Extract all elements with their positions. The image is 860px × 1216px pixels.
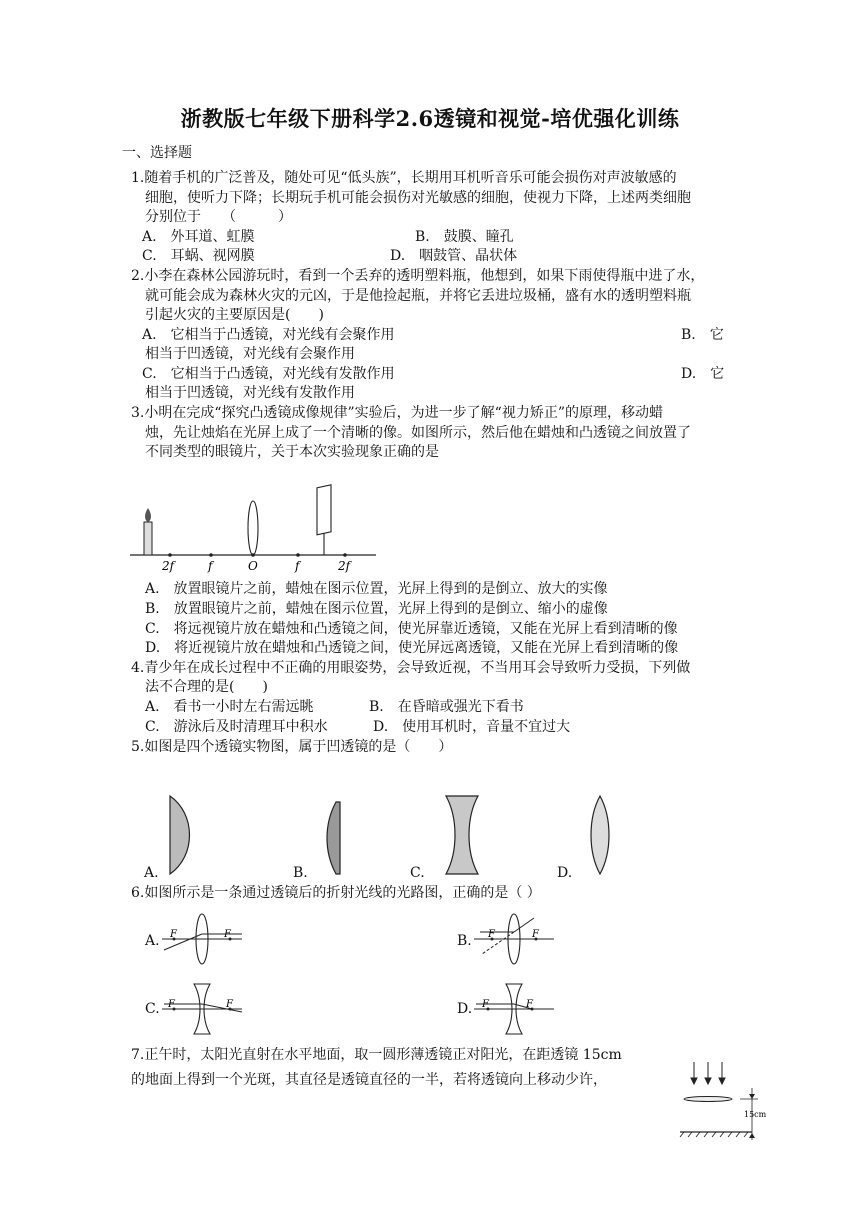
q6-a-focus-left: F [170, 929, 177, 940]
q1-option-b[interactable]: B. 鼓膜、瞳孔 [415, 229, 514, 245]
q2-stem-line-1: 2.小李在森林公园游玩时，看到一个丢弃的透明塑料瓶，他想到，如果下雨使得瓶中进了水， [131, 268, 705, 284]
q3-optics-bench-figure [128, 478, 378, 574]
q3-label-2f-left: 2f [162, 559, 175, 573]
q5-option-a[interactable]: A. [144, 865, 159, 881]
q4-stem-line-2: 法不合理的是( ) [145, 679, 268, 695]
q5-lens-b-icon [322, 800, 346, 876]
q6-b-focus-right: F [532, 929, 539, 940]
q5-option-b[interactable]: B. [293, 865, 308, 881]
q7-stem-line-2: 的地面上得到一个光斑，其直径是透镜直径的一半，若将透镜向上移动少许， [131, 1072, 607, 1088]
section-heading: 一、选择题 [122, 145, 192, 161]
q3-label-2f-right: 2f [338, 559, 351, 573]
q3-label-o: O [248, 559, 258, 573]
q1-option-c[interactable]: C. 耳蜗、视网膜 [142, 248, 255, 264]
q2-option-d-head[interactable]: D. 它 [681, 366, 725, 382]
q1-stem-line-3: 分别位于 （ ） [145, 209, 292, 225]
q3-option-c[interactable]: C. 将远视镜片放在蜡烛和凸透镜之间，使光屏靠近透镜，又能在光屏上看到清晰的像 [145, 621, 678, 637]
q7-sunlight-lens-figure [678, 1058, 770, 1144]
q3-stem-line-2: 烛，先让烛焰在光屏上成了一个清晰的像。如图所示，然后他在蜡烛和凸透镜之间放置了 [145, 425, 691, 441]
q4-option-d[interactable]: D. 使用耳机时，音量不宜过大 [373, 719, 571, 735]
page-title: 浙教版七年级下册科学2.6透镜和视觉-培优强化训练 [180, 106, 680, 131]
q6-option-b[interactable]: B. [457, 933, 472, 949]
q6-option-a[interactable]: A. [145, 933, 160, 949]
q7-lens-icon [684, 1097, 732, 1102]
q6-option-c[interactable]: C. [145, 1001, 160, 1017]
q4-option-b[interactable]: B. 在昏暗或强光下看书 [369, 699, 524, 715]
q3-label-f-left: f [208, 559, 213, 573]
q2-option-b-tail[interactable]: 相当于凹透镜，对光线有会聚作用 [145, 346, 355, 362]
q3-stem-line-1: 3.小明在完成“探究凸透镜成像规律”实验后，为进一步了解“视力矫正”的原理，移动蜡 [131, 405, 663, 421]
q1-stem-line-1: 1.随着手机的广泛普及，随处可见“低头族”，长期用耳机听音乐可能会损伤对声波敏感的 [131, 170, 677, 186]
q6-diagram-a [160, 912, 244, 966]
q1-option-a[interactable]: A. 外耳道、虹膜 [142, 229, 255, 245]
q1-option-d[interactable]: D. 咽鼓管、晶状体 [390, 248, 518, 264]
q3-screen-icon [317, 485, 331, 535]
q6-d-focus-left: F [482, 999, 489, 1010]
q5-lens-a-icon [162, 794, 202, 876]
q3-label-f-right: f [295, 559, 300, 573]
q2-option-c[interactable]: C. 它相当于凸透镜，对光线有发散作用 [142, 366, 395, 382]
q5-lens-c-icon [442, 794, 482, 876]
q6-stem: 6.如图所示是一条通过透镜后的折射光线的光路图，正确的是（ ） [131, 885, 541, 901]
q2-option-b-head[interactable]: B. 它 [681, 327, 724, 343]
q6-option-d[interactable]: D. [457, 1001, 473, 1017]
q3-option-a[interactable]: A. 放置眼镜片之前，蜡烛在图示位置，光屏上得到的是倒立、放大的实像 [145, 581, 608, 597]
q6-diagram-d [472, 982, 556, 1036]
q6-diagram-c [160, 982, 244, 1036]
q2-stem-line-2: 就可能会成为森林火灾的元凶，于是他捡起瓶，并将它丢进垃圾桶，盛有水的透明塑料瓶 [145, 288, 691, 304]
q4-option-c[interactable]: C. 游泳后及时清理耳中积水 [145, 719, 328, 735]
q7-stem-line-1: 7.正午时，太阳光直射在水平地面，取一圆形薄透镜正对阳光，在距透镜 15cm [131, 1047, 622, 1063]
q4-stem-line-1: 4.青少年在成长过程中不正确的用眼姿势，会导致近视，不当用耳会导致听力受损，下列做 [131, 660, 691, 676]
q6-d-focus-right: F [526, 999, 533, 1010]
q3-stem-line-3: 不同类型的眼镜片，关于本次实验现象正确的是 [145, 444, 439, 460]
q5-option-c[interactable]: C. [410, 865, 425, 881]
q6-b-focus-left: F [488, 929, 495, 940]
q2-stem-line-3: 引起火灾的主要原因是( ) [145, 307, 324, 323]
q6-c-focus-left: F [168, 999, 175, 1010]
q1-stem-line-2: 细胞，使听力下降；长期玩手机可能会损伤对光敏感的细胞，使视力下降，上述两类细胞 [145, 190, 691, 206]
q5-lens-d-icon [588, 794, 612, 876]
q4-option-a[interactable]: A. 看书一小时左右需远眺 [145, 699, 314, 715]
q2-option-d-tail[interactable]: 相当于凹透镜，对光线有发散作用 [145, 385, 355, 401]
q6-c-focus-right: F [226, 999, 233, 1010]
q7-distance-label: 15cm [744, 1110, 767, 1119]
q5-stem: 5.如图是四个透镜实物图，属于凹透镜的是（ ） [131, 739, 453, 755]
q3-option-d[interactable]: D. 将近视镜片放在蜡烛和凸透镜之间，使光屏远离透镜，又能在光屏上看到清晰的像 [145, 640, 679, 656]
q3-option-b[interactable]: B. 放置眼镜片之前，蜡烛在图示位置，光屏上得到的是倒立、缩小的虚像 [145, 601, 608, 617]
q3-convex-lens-icon [248, 501, 258, 555]
q5-option-d[interactable]: D. [557, 865, 573, 881]
q6-a-focus-right: F [224, 929, 231, 940]
q2-option-a[interactable]: A. 它相当于凸透镜，对光线有会聚作用 [142, 327, 395, 343]
q6-diagram-b [472, 912, 556, 966]
candle-icon [144, 508, 152, 555]
